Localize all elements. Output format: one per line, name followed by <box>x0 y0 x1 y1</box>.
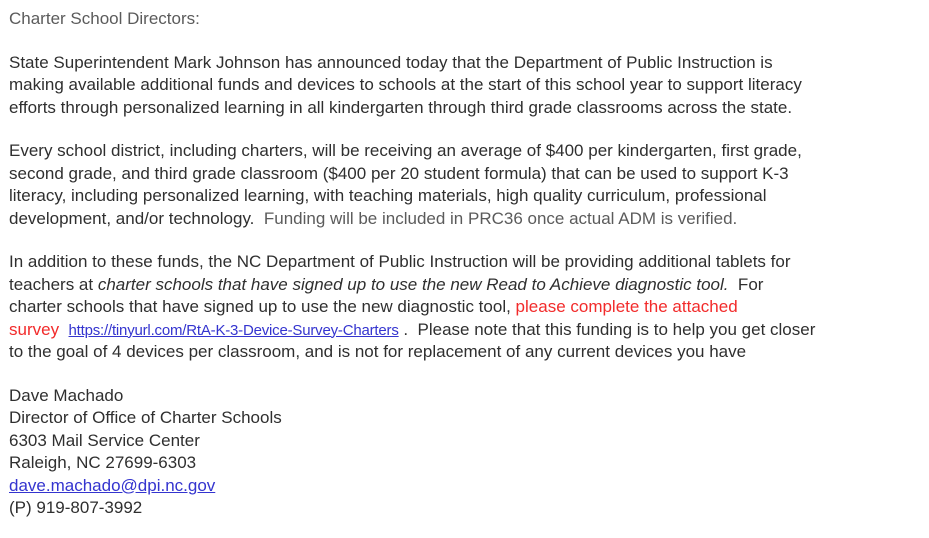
text-run: second grade, and third grade classroom ($400 per 20 student formula) that can be used to support K-3 <box>9 163 789 183</box>
paragraph-tablets-survey <box>9 251 921 364</box>
text-run: efforts through personalized learning in all kindergarten through third grade classrooms across the state. <box>9 97 793 117</box>
text-line <box>9 452 921 475</box>
text-line <box>9 475 921 498</box>
text-run <box>59 320 68 339</box>
text-line <box>9 407 921 430</box>
text-run: Director of Office of Charter Schools <box>9 408 282 427</box>
text-run: to the goal of 4 devices per classroom, and is not for replacement of any current devices you have <box>9 342 747 361</box>
text-run: please complete the attached <box>515 297 738 316</box>
text-line <box>9 208 921 231</box>
paragraph-funding <box>9 140 921 230</box>
text-run: Every school district, including charters, will be receiving an average of $400 per kindergarten, first grade, <box>9 141 802 160</box>
text-run: Dave Machado <box>9 385 124 405</box>
text-line <box>9 296 921 319</box>
text-line <box>9 319 921 342</box>
text-run: making available additional funds and devices to schools at the start of this school year to support literacy <box>9 75 802 94</box>
text-run: Funding will be included in PRC36 once actual ADM is verified. <box>263 208 738 228</box>
text-run: charter schools that have signed up to use the new Read to Achieve diagnostic tool. <box>97 274 729 294</box>
text-run: (P) 919-807-3992 <box>9 498 143 517</box>
text-line <box>9 497 921 520</box>
signature <box>9 385 921 520</box>
greeting <box>9 8 921 31</box>
text-run: In addition to these funds, the NC Department of Public Instruction will be providing additional tablets for <box>9 252 791 271</box>
text-line <box>9 430 921 453</box>
text-line <box>9 97 921 120</box>
text-run: charter schools that have signed up to use the new diagnostic tool, <box>9 297 516 316</box>
text-run: Raleigh, NC 27699-6303 <box>9 453 197 472</box>
text-run: teachers at <box>9 274 98 294</box>
text-line <box>9 74 921 97</box>
text-run: Charter School Directors: <box>9 9 200 28</box>
text-line <box>9 385 921 408</box>
text-line <box>9 251 921 274</box>
text-line <box>9 274 921 297</box>
email-link[interactable]: dave.machado@dpi.nc.gov <box>9 475 216 495</box>
text-line <box>9 163 921 186</box>
text-line <box>9 8 921 31</box>
text-run: . Please note that this funding is to help you get closer <box>398 319 816 339</box>
text-run: 6303 Mail Service Center <box>9 430 200 450</box>
text-run: For <box>728 274 764 294</box>
text-line <box>9 140 921 163</box>
text-run: State Superintendent Mark Johnson has announced today that the Department of Public Instruction is <box>9 52 773 72</box>
text-run: development, and/or technology. <box>9 208 264 228</box>
text-line <box>9 52 921 75</box>
survey-link[interactable]: https://tinyurl.com/RtA-K-3-Device-Survey-Charters <box>68 321 399 339</box>
text-line <box>9 185 921 208</box>
text-line <box>9 341 921 364</box>
paragraph-announcement <box>9 52 921 120</box>
text-run: survey <box>9 319 60 339</box>
text-run: literacy, including personalized learning, with teaching materials, high quality curriculum, professional <box>9 186 767 205</box>
